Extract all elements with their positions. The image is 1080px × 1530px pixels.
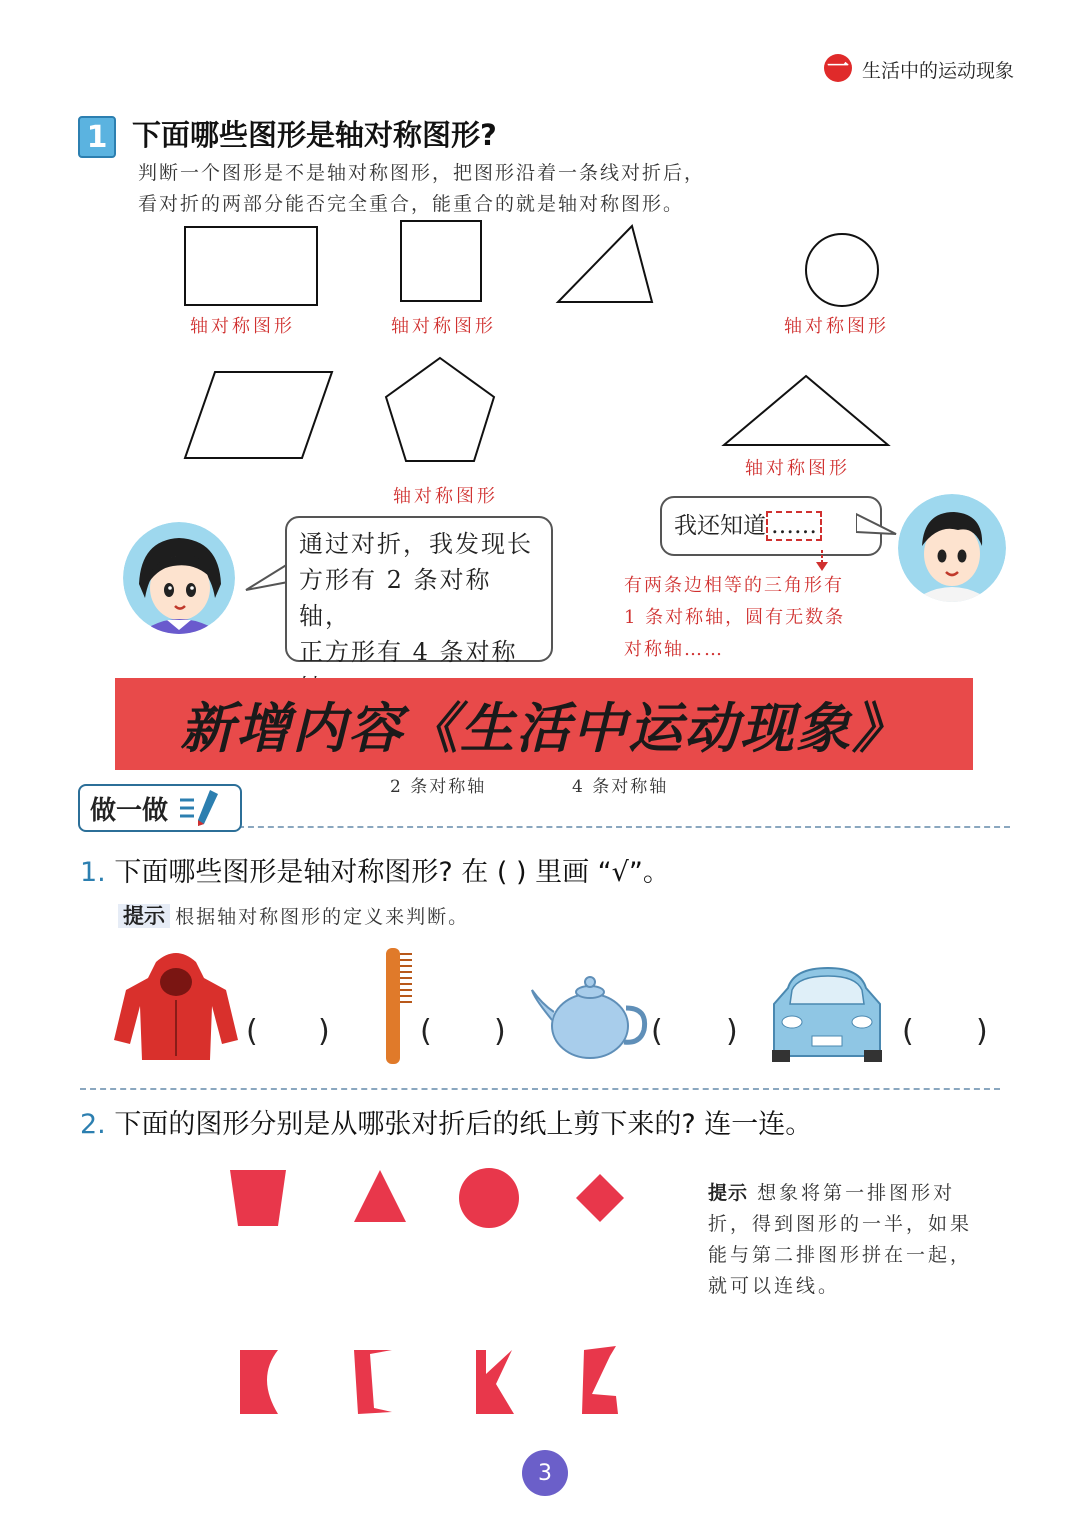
question-divider (80, 1088, 1000, 1090)
red-annotation (624, 570, 894, 666)
speech-line: 方形有 2 条对称轴， (299, 566, 492, 630)
answer-paren-open: ( (902, 1014, 914, 1049)
question-text: 下面的图形分别是从哪张对折后的纸上剪下来的? 连一连。 (114, 1109, 813, 1140)
hint-tag: 提示 (118, 904, 170, 928)
hint-line (708, 1178, 1018, 1209)
question-text: 下面哪些图形是轴对称图形? 在 ( ) 里画 “√”。 (114, 857, 670, 888)
unit-title: 生活中的运动现象 (862, 60, 1015, 82)
rect-axes-label: 2 条对称轴 (390, 777, 487, 797)
half-triangle-cut-shape (476, 1350, 514, 1414)
hint-text: 想象将第一排图形对 (757, 1182, 956, 1204)
teapot-icon (530, 968, 650, 1064)
speech-text: 我还知道 (674, 513, 766, 539)
triangle-shape (558, 226, 652, 302)
shapes-figure (0, 0, 1080, 520)
description-line: 看对折的两部分能否完全重合，能重合的就是轴对称图形。 (138, 193, 685, 215)
cut-shapes-figure (220, 1160, 640, 1430)
trapezoid-shape (230, 1170, 286, 1226)
section-divider (238, 826, 1010, 828)
pencil-icon (176, 788, 222, 828)
square-shape (401, 221, 481, 301)
circle-shape (806, 234, 878, 306)
isosceles-label: 轴对称图形 (745, 458, 850, 479)
unit-number-badge: 一 (824, 54, 852, 82)
hint-row (118, 900, 469, 930)
boy-speech-bubble (660, 496, 882, 556)
problem-title: 下面哪些图形是轴对称图形? (132, 118, 497, 152)
triangle-shape (354, 1170, 406, 1222)
diamond-shape (576, 1174, 624, 1222)
promo-banner (115, 678, 973, 770)
rectangle-shape (185, 227, 317, 305)
hint-text: 根据轴对称图形的定义来判断。 (175, 906, 470, 928)
answer-paren-close: ) (494, 1014, 506, 1049)
practice-tab-label: 做一做 (90, 795, 169, 826)
ellipsis-box: …… (766, 511, 822, 541)
answer-paren-open: ( (420, 1014, 432, 1049)
annotation-line: 1 条对称轴，圆有无数条 (624, 607, 846, 628)
pentagon-label: 轴对称图形 (393, 486, 498, 507)
practice-tab (78, 784, 242, 832)
parallelogram-shape (185, 372, 332, 458)
speech-line: 正方形有 4 条对称 (299, 638, 518, 666)
circle-label: 轴对称图形 (784, 316, 889, 337)
hint-line: 就可以连线。 (708, 1275, 841, 1297)
half-circle-cut-shape (240, 1350, 278, 1414)
hoodie-icon (112, 948, 240, 1064)
girl-speech-bubble (285, 516, 553, 666)
bubble-tail (856, 510, 900, 544)
annotation-line: 有两条边相等的三角形有 (624, 575, 844, 596)
isosceles-triangle-shape (724, 376, 888, 445)
square-label: 轴对称图形 (391, 316, 496, 337)
question-2 (80, 1102, 812, 1141)
car-icon (768, 964, 886, 1064)
answer-paren-close: ) (318, 1014, 330, 1049)
problem-number: 1 (78, 116, 116, 158)
circle-shape (459, 1168, 519, 1228)
hint-tag: 提示 (708, 1182, 749, 1204)
pentagon-shape (386, 358, 494, 461)
answer-paren-close: ) (726, 1014, 738, 1049)
half-diamond-cut-shape (582, 1346, 618, 1414)
banner-text: 新增内容《生活中运动现象》 (180, 696, 908, 760)
answer-paren-open: ( (246, 1014, 258, 1049)
answer-paren-close: ) (976, 1014, 988, 1049)
boy-avatar (898, 494, 1006, 602)
rectangle-label: 轴对称图形 (190, 316, 295, 337)
hint-line: 能与第二排图形拼在一起， (708, 1244, 973, 1266)
comb-icon (382, 944, 416, 1068)
annotation-line: 对称轴…… (624, 639, 724, 660)
question-1 (80, 850, 670, 889)
square-axes-label: 4 条对称轴 (572, 777, 669, 797)
hint-box (708, 1178, 1018, 1302)
girl-avatar (123, 522, 235, 634)
page-number: 3 (522, 1450, 568, 1496)
answer-paren-open: ( (651, 1014, 663, 1049)
arrow-down-icon (814, 550, 830, 572)
hint-line: 折，得到图形的一半，如果 (708, 1213, 973, 1235)
description-line: 判断一个图形是不是轴对称图形，把图形沿着一条线对折后， (138, 162, 706, 184)
question-number: 2. (80, 1109, 106, 1140)
half-trapezoid-cut-shape (354, 1350, 392, 1414)
speech-line: 通过对折，我发现长 (299, 530, 533, 558)
question-number: 1. (80, 857, 106, 888)
